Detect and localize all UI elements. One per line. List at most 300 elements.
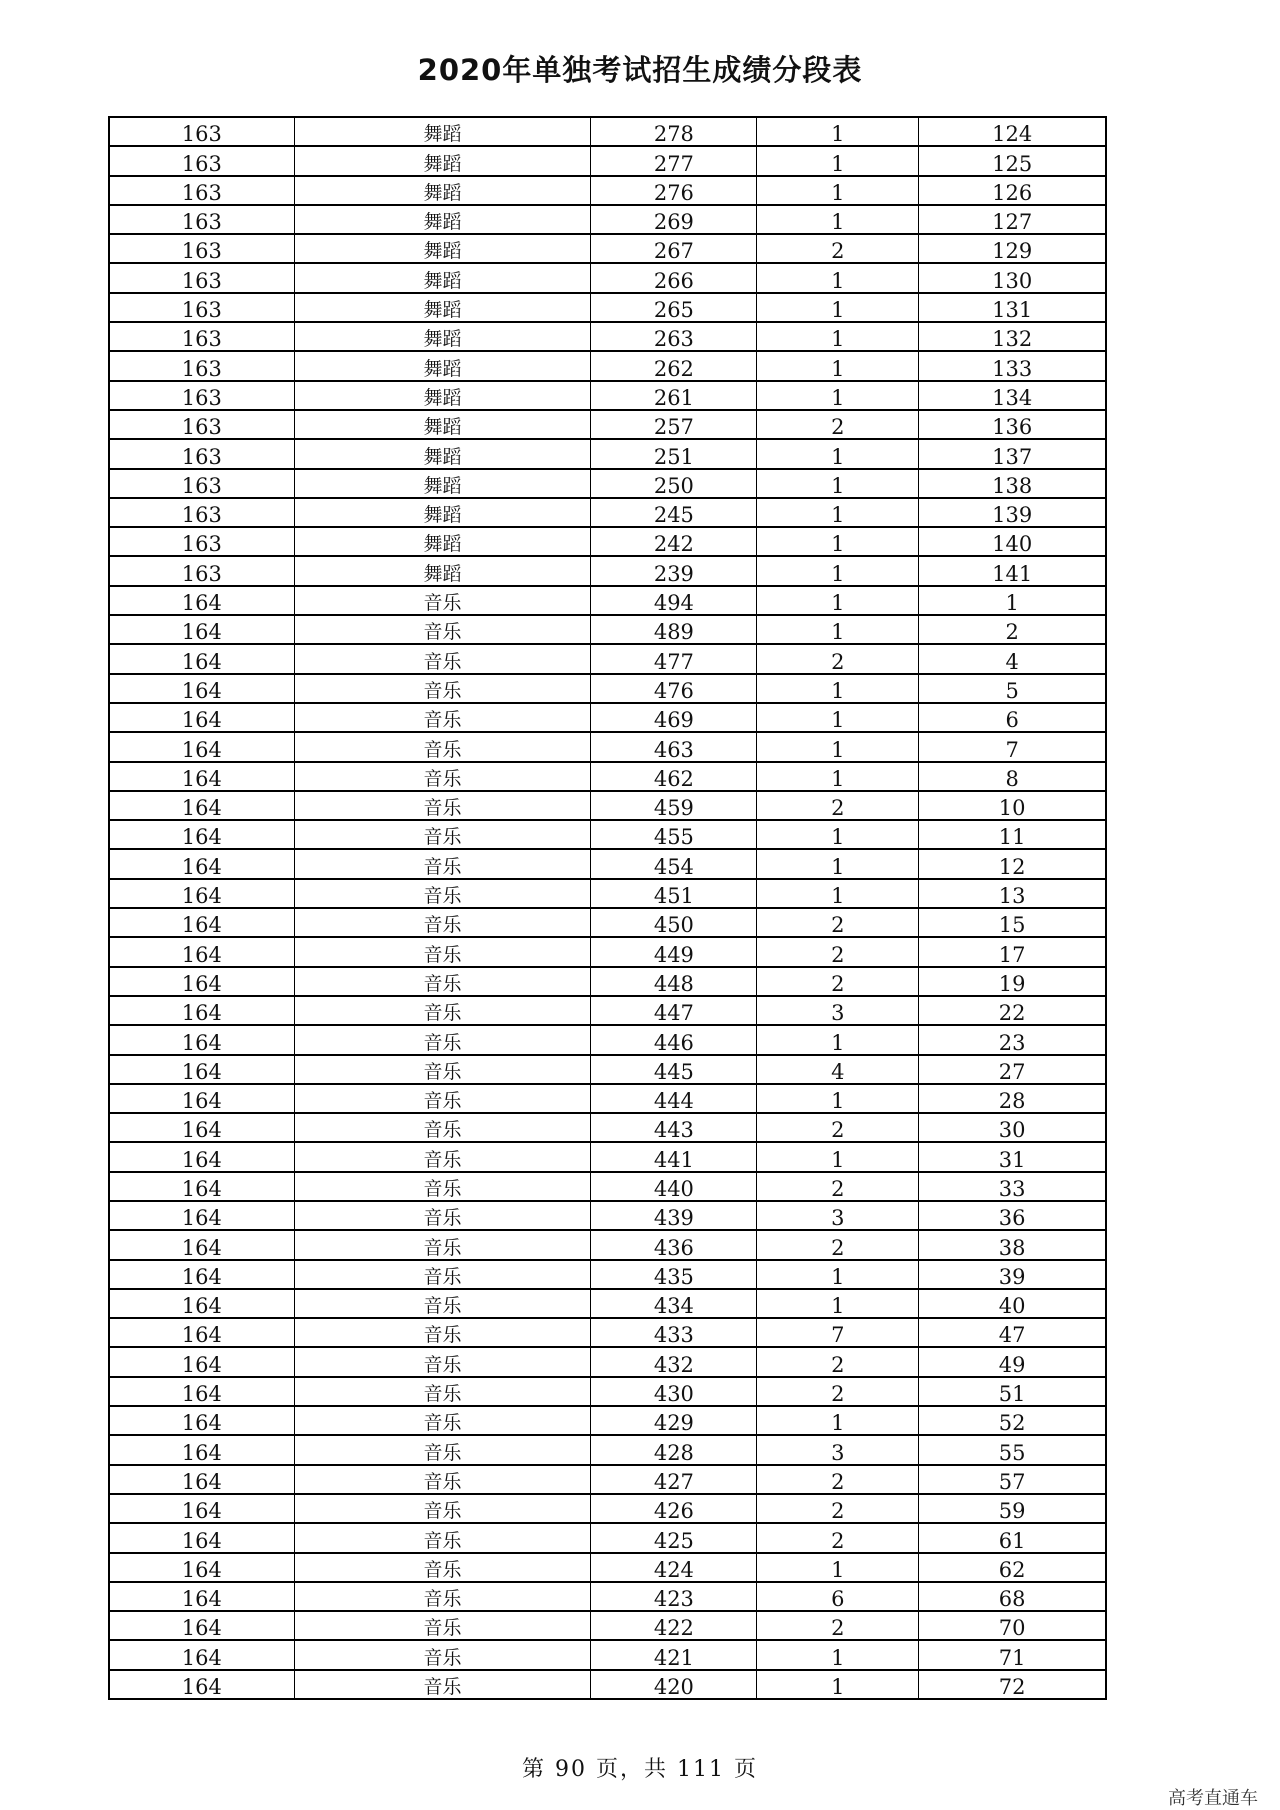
score-cell: 429 bbox=[591, 1406, 757, 1435]
score-cell: 257 bbox=[591, 410, 757, 439]
cumulative-cell: 31 bbox=[919, 1142, 1106, 1171]
category-cell: 音乐 bbox=[294, 1640, 591, 1669]
count-cell: 1 bbox=[757, 1260, 919, 1289]
count-cell: 1 bbox=[757, 879, 919, 908]
code-cell: 164 bbox=[109, 791, 294, 820]
code-cell: 163 bbox=[109, 381, 294, 410]
count-cell: 1 bbox=[757, 1670, 919, 1699]
cumulative-cell: 28 bbox=[919, 1084, 1106, 1113]
count-cell: 1 bbox=[757, 849, 919, 878]
category-cell: 音乐 bbox=[294, 615, 591, 644]
count-cell: 1 bbox=[757, 1553, 919, 1582]
table-row bbox=[109, 1582, 1106, 1611]
table-row bbox=[109, 439, 1106, 468]
count-cell: 2 bbox=[757, 1611, 919, 1640]
table-row bbox=[109, 1640, 1106, 1669]
cumulative-cell: 12 bbox=[919, 849, 1106, 878]
cumulative-cell: 125 bbox=[919, 146, 1106, 175]
cumulative-cell: 124 bbox=[919, 117, 1106, 146]
cumulative-cell: 30 bbox=[919, 1113, 1106, 1142]
category-cell: 音乐 bbox=[294, 1611, 591, 1640]
table-row bbox=[109, 117, 1106, 146]
category-cell: 音乐 bbox=[294, 674, 591, 703]
cumulative-cell: 137 bbox=[919, 439, 1106, 468]
cumulative-cell: 132 bbox=[919, 322, 1106, 351]
category-cell: 音乐 bbox=[294, 1494, 591, 1523]
category-cell: 音乐 bbox=[294, 1142, 591, 1171]
table-row bbox=[109, 732, 1106, 761]
count-cell: 2 bbox=[757, 791, 919, 820]
category-cell: 音乐 bbox=[294, 1055, 591, 1084]
table-row bbox=[109, 1435, 1106, 1464]
count-cell: 2 bbox=[757, 1465, 919, 1494]
code-cell: 164 bbox=[109, 703, 294, 732]
cumulative-cell: 33 bbox=[919, 1172, 1106, 1201]
code-cell: 164 bbox=[109, 732, 294, 761]
table-row bbox=[109, 703, 1106, 732]
score-cell: 494 bbox=[591, 586, 757, 615]
code-cell: 164 bbox=[109, 1494, 294, 1523]
code-cell: 163 bbox=[109, 234, 294, 263]
table-row bbox=[109, 1142, 1106, 1171]
cumulative-cell: 5 bbox=[919, 674, 1106, 703]
category-cell: 舞蹈 bbox=[294, 439, 591, 468]
code-cell: 164 bbox=[109, 1582, 294, 1611]
code-cell: 164 bbox=[109, 1523, 294, 1552]
count-cell: 1 bbox=[757, 351, 919, 380]
cumulative-cell: 4 bbox=[919, 644, 1106, 673]
cumulative-cell: 52 bbox=[919, 1406, 1106, 1435]
category-cell: 音乐 bbox=[294, 1113, 591, 1142]
category-cell: 音乐 bbox=[294, 1406, 591, 1435]
count-cell: 1 bbox=[757, 469, 919, 498]
score-cell: 424 bbox=[591, 1553, 757, 1582]
score-cell: 426 bbox=[591, 1494, 757, 1523]
table-row bbox=[109, 1230, 1106, 1259]
count-cell: 1 bbox=[757, 1640, 919, 1669]
count-cell: 1 bbox=[757, 117, 919, 146]
score-cell: 265 bbox=[591, 293, 757, 322]
category-cell: 舞蹈 bbox=[294, 205, 591, 234]
table-row bbox=[109, 1289, 1106, 1318]
table-row bbox=[109, 410, 1106, 439]
table-row bbox=[109, 762, 1106, 791]
code-cell: 164 bbox=[109, 674, 294, 703]
code-cell: 163 bbox=[109, 410, 294, 439]
table-row bbox=[109, 674, 1106, 703]
score-cell: 277 bbox=[591, 146, 757, 175]
score-cell: 433 bbox=[591, 1318, 757, 1347]
cumulative-cell: 136 bbox=[919, 410, 1106, 439]
count-cell: 1 bbox=[757, 527, 919, 556]
table-row bbox=[109, 176, 1106, 205]
count-cell: 1 bbox=[757, 556, 919, 585]
score-cell: 446 bbox=[591, 1025, 757, 1054]
table-row bbox=[109, 1494, 1106, 1523]
table-row bbox=[109, 967, 1106, 996]
score-cell: 444 bbox=[591, 1084, 757, 1113]
cumulative-cell: 23 bbox=[919, 1025, 1106, 1054]
table-row bbox=[109, 1260, 1106, 1289]
code-cell: 163 bbox=[109, 351, 294, 380]
code-cell: 163 bbox=[109, 117, 294, 146]
score-cell: 276 bbox=[591, 176, 757, 205]
table-row bbox=[109, 498, 1106, 527]
count-cell: 2 bbox=[757, 1113, 919, 1142]
score-cell: 267 bbox=[591, 234, 757, 263]
cumulative-cell: 131 bbox=[919, 293, 1106, 322]
cumulative-cell: 138 bbox=[919, 469, 1106, 498]
table-row bbox=[109, 146, 1106, 175]
count-cell: 6 bbox=[757, 1582, 919, 1611]
score-cell: 266 bbox=[591, 263, 757, 292]
page-footer: 第 90 页，共 111 页 bbox=[522, 1757, 758, 1782]
category-cell: 音乐 bbox=[294, 1582, 591, 1611]
score-cell: 436 bbox=[591, 1230, 757, 1259]
score-cell: 263 bbox=[591, 322, 757, 351]
count-cell: 1 bbox=[757, 1142, 919, 1171]
cumulative-cell: 47 bbox=[919, 1318, 1106, 1347]
table-row bbox=[109, 1055, 1106, 1084]
cumulative-cell: 22 bbox=[919, 996, 1106, 1025]
cumulative-cell: 13 bbox=[919, 879, 1106, 908]
cumulative-cell: 36 bbox=[919, 1201, 1106, 1230]
code-cell: 163 bbox=[109, 205, 294, 234]
table-row bbox=[109, 791, 1106, 820]
count-cell: 2 bbox=[757, 1523, 919, 1552]
score-table bbox=[108, 116, 1107, 1700]
code-cell: 164 bbox=[109, 1670, 294, 1699]
category-cell: 舞蹈 bbox=[294, 498, 591, 527]
code-cell: 164 bbox=[109, 1025, 294, 1054]
table-row bbox=[109, 1113, 1106, 1142]
score-cell: 432 bbox=[591, 1347, 757, 1376]
code-cell: 163 bbox=[109, 439, 294, 468]
score-cell: 469 bbox=[591, 703, 757, 732]
score-cell: 455 bbox=[591, 820, 757, 849]
category-cell: 音乐 bbox=[294, 1347, 591, 1376]
category-cell: 舞蹈 bbox=[294, 176, 591, 205]
score-cell: 420 bbox=[591, 1670, 757, 1699]
count-cell: 1 bbox=[757, 586, 919, 615]
code-cell: 164 bbox=[109, 996, 294, 1025]
table-row bbox=[109, 1318, 1106, 1347]
table-row bbox=[109, 1465, 1106, 1494]
category-cell: 音乐 bbox=[294, 791, 591, 820]
code-cell: 164 bbox=[109, 1435, 294, 1464]
category-cell: 音乐 bbox=[294, 1084, 591, 1113]
count-cell: 3 bbox=[757, 1201, 919, 1230]
score-cell: 428 bbox=[591, 1435, 757, 1464]
count-cell: 2 bbox=[757, 1494, 919, 1523]
score-cell: 476 bbox=[591, 674, 757, 703]
count-cell: 2 bbox=[757, 908, 919, 937]
code-cell: 164 bbox=[109, 762, 294, 791]
table-row bbox=[109, 1172, 1106, 1201]
category-cell: 音乐 bbox=[294, 1289, 591, 1318]
score-cell: 462 bbox=[591, 762, 757, 791]
cumulative-cell: 40 bbox=[919, 1289, 1106, 1318]
cumulative-cell: 72 bbox=[919, 1670, 1106, 1699]
count-cell: 1 bbox=[757, 176, 919, 205]
table-row bbox=[109, 644, 1106, 673]
cumulative-cell: 19 bbox=[919, 967, 1106, 996]
table-row bbox=[109, 469, 1106, 498]
code-cell: 164 bbox=[109, 1553, 294, 1582]
cumulative-cell: 10 bbox=[919, 791, 1106, 820]
table-row bbox=[109, 351, 1106, 380]
code-cell: 164 bbox=[109, 937, 294, 966]
score-cell: 450 bbox=[591, 908, 757, 937]
count-cell: 1 bbox=[757, 293, 919, 322]
code-cell: 164 bbox=[109, 967, 294, 996]
score-cell: 242 bbox=[591, 527, 757, 556]
cumulative-cell: 62 bbox=[919, 1553, 1106, 1582]
table-row bbox=[109, 1201, 1106, 1230]
code-cell: 163 bbox=[109, 263, 294, 292]
table-row bbox=[109, 615, 1106, 644]
score-cell: 445 bbox=[591, 1055, 757, 1084]
score-cell: 454 bbox=[591, 849, 757, 878]
score-cell: 269 bbox=[591, 205, 757, 234]
score-cell: 441 bbox=[591, 1142, 757, 1171]
cumulative-cell: 133 bbox=[919, 351, 1106, 380]
cumulative-cell: 141 bbox=[919, 556, 1106, 585]
category-cell: 舞蹈 bbox=[294, 234, 591, 263]
table-row bbox=[109, 556, 1106, 585]
score-cell: 245 bbox=[591, 498, 757, 527]
cumulative-cell: 49 bbox=[919, 1347, 1106, 1376]
category-cell: 音乐 bbox=[294, 732, 591, 761]
code-cell: 164 bbox=[109, 1377, 294, 1406]
code-cell: 164 bbox=[109, 1142, 294, 1171]
count-cell: 1 bbox=[757, 1406, 919, 1435]
category-cell: 舞蹈 bbox=[294, 410, 591, 439]
score-cell: 430 bbox=[591, 1377, 757, 1406]
score-cell: 463 bbox=[591, 732, 757, 761]
score-cell: 443 bbox=[591, 1113, 757, 1142]
table-row bbox=[109, 879, 1106, 908]
category-cell: 音乐 bbox=[294, 967, 591, 996]
count-cell: 1 bbox=[757, 762, 919, 791]
cumulative-cell: 126 bbox=[919, 176, 1106, 205]
score-cell: 425 bbox=[591, 1523, 757, 1552]
score-cell: 251 bbox=[591, 439, 757, 468]
code-cell: 163 bbox=[109, 322, 294, 351]
code-cell: 163 bbox=[109, 146, 294, 175]
category-cell: 音乐 bbox=[294, 1465, 591, 1494]
score-cell: 440 bbox=[591, 1172, 757, 1201]
cumulative-cell: 51 bbox=[919, 1377, 1106, 1406]
code-cell: 164 bbox=[109, 820, 294, 849]
category-cell: 音乐 bbox=[294, 996, 591, 1025]
cumulative-cell: 127 bbox=[919, 205, 1106, 234]
category-cell: 音乐 bbox=[294, 908, 591, 937]
code-cell: 164 bbox=[109, 1113, 294, 1142]
count-cell: 1 bbox=[757, 674, 919, 703]
category-cell: 音乐 bbox=[294, 1670, 591, 1699]
table-row bbox=[109, 1406, 1106, 1435]
category-cell: 音乐 bbox=[294, 1172, 591, 1201]
score-cell: 261 bbox=[591, 381, 757, 410]
count-cell: 1 bbox=[757, 1084, 919, 1113]
score-cell: 434 bbox=[591, 1289, 757, 1318]
cumulative-cell: 6 bbox=[919, 703, 1106, 732]
count-cell: 2 bbox=[757, 1377, 919, 1406]
score-cell: 422 bbox=[591, 1611, 757, 1640]
category-cell: 音乐 bbox=[294, 879, 591, 908]
table-row bbox=[109, 1553, 1106, 1582]
table-row bbox=[109, 908, 1106, 937]
count-cell: 2 bbox=[757, 967, 919, 996]
table-row bbox=[109, 381, 1106, 410]
cumulative-cell: 17 bbox=[919, 937, 1106, 966]
table-row bbox=[109, 205, 1106, 234]
score-cell: 278 bbox=[591, 117, 757, 146]
category-cell: 舞蹈 bbox=[294, 293, 591, 322]
cumulative-cell: 134 bbox=[919, 381, 1106, 410]
count-cell: 1 bbox=[757, 1025, 919, 1054]
cumulative-cell: 11 bbox=[919, 820, 1106, 849]
score-cell: 250 bbox=[591, 469, 757, 498]
count-cell: 1 bbox=[757, 146, 919, 175]
category-cell: 舞蹈 bbox=[294, 527, 591, 556]
cumulative-cell: 7 bbox=[919, 732, 1106, 761]
count-cell: 1 bbox=[757, 498, 919, 527]
category-cell: 音乐 bbox=[294, 820, 591, 849]
code-cell: 164 bbox=[109, 1055, 294, 1084]
cumulative-cell: 2 bbox=[919, 615, 1106, 644]
count-cell: 7 bbox=[757, 1318, 919, 1347]
table-row bbox=[109, 1611, 1106, 1640]
code-cell: 164 bbox=[109, 1201, 294, 1230]
code-cell: 164 bbox=[109, 1318, 294, 1347]
category-cell: 音乐 bbox=[294, 1435, 591, 1464]
category-cell: 音乐 bbox=[294, 1553, 591, 1582]
category-cell: 舞蹈 bbox=[294, 381, 591, 410]
code-cell: 164 bbox=[109, 586, 294, 615]
table-row bbox=[109, 1670, 1106, 1699]
code-cell: 164 bbox=[109, 615, 294, 644]
cumulative-cell: 15 bbox=[919, 908, 1106, 937]
table-row bbox=[109, 820, 1106, 849]
count-cell: 2 bbox=[757, 1347, 919, 1376]
code-cell: 164 bbox=[109, 1084, 294, 1113]
count-cell: 1 bbox=[757, 381, 919, 410]
category-cell: 舞蹈 bbox=[294, 469, 591, 498]
page-title: 2020年单独考试招生成绩分段表 bbox=[417, 53, 863, 87]
score-cell: 439 bbox=[591, 1201, 757, 1230]
code-cell: 164 bbox=[109, 1289, 294, 1318]
count-cell: 1 bbox=[757, 703, 919, 732]
code-cell: 163 bbox=[109, 556, 294, 585]
category-cell: 音乐 bbox=[294, 1523, 591, 1552]
code-cell: 164 bbox=[109, 644, 294, 673]
code-cell: 164 bbox=[109, 1260, 294, 1289]
cumulative-cell: 59 bbox=[919, 1494, 1106, 1523]
code-cell: 164 bbox=[109, 879, 294, 908]
table-row bbox=[109, 1523, 1106, 1552]
count-cell: 1 bbox=[757, 820, 919, 849]
code-cell: 163 bbox=[109, 527, 294, 556]
category-cell: 音乐 bbox=[294, 762, 591, 791]
code-cell: 163 bbox=[109, 469, 294, 498]
count-cell: 2 bbox=[757, 234, 919, 263]
cumulative-cell: 68 bbox=[919, 1582, 1106, 1611]
table-row bbox=[109, 1377, 1106, 1406]
code-cell: 164 bbox=[109, 849, 294, 878]
code-cell: 164 bbox=[109, 908, 294, 937]
score-cell: 239 bbox=[591, 556, 757, 585]
category-cell: 音乐 bbox=[294, 586, 591, 615]
cumulative-cell: 39 bbox=[919, 1260, 1106, 1289]
count-cell: 1 bbox=[757, 205, 919, 234]
score-cell: 459 bbox=[591, 791, 757, 820]
table-row bbox=[109, 996, 1106, 1025]
category-cell: 舞蹈 bbox=[294, 117, 591, 146]
code-cell: 164 bbox=[109, 1640, 294, 1669]
cumulative-cell: 139 bbox=[919, 498, 1106, 527]
category-cell: 舞蹈 bbox=[294, 263, 591, 292]
category-cell: 舞蹈 bbox=[294, 351, 591, 380]
code-cell: 164 bbox=[109, 1230, 294, 1259]
score-cell: 447 bbox=[591, 996, 757, 1025]
cumulative-cell: 130 bbox=[919, 263, 1106, 292]
category-cell: 音乐 bbox=[294, 1377, 591, 1406]
count-cell: 2 bbox=[757, 410, 919, 439]
table-row bbox=[109, 849, 1106, 878]
table-row bbox=[109, 234, 1106, 263]
score-cell: 448 bbox=[591, 967, 757, 996]
table-row bbox=[109, 1084, 1106, 1113]
code-cell: 164 bbox=[109, 1611, 294, 1640]
count-cell: 2 bbox=[757, 1172, 919, 1201]
category-cell: 音乐 bbox=[294, 1230, 591, 1259]
cumulative-cell: 61 bbox=[919, 1523, 1106, 1552]
score-cell: 421 bbox=[591, 1640, 757, 1669]
cumulative-cell: 57 bbox=[919, 1465, 1106, 1494]
cumulative-cell: 70 bbox=[919, 1611, 1106, 1640]
category-cell: 音乐 bbox=[294, 1260, 591, 1289]
table-row bbox=[109, 322, 1106, 351]
code-cell: 164 bbox=[109, 1465, 294, 1494]
category-cell: 舞蹈 bbox=[294, 556, 591, 585]
table-row bbox=[109, 293, 1106, 322]
code-cell: 163 bbox=[109, 498, 294, 527]
cumulative-cell: 27 bbox=[919, 1055, 1106, 1084]
category-cell: 音乐 bbox=[294, 849, 591, 878]
cumulative-cell: 8 bbox=[919, 762, 1106, 791]
cumulative-cell: 140 bbox=[919, 527, 1106, 556]
score-cell: 423 bbox=[591, 1582, 757, 1611]
count-cell: 1 bbox=[757, 322, 919, 351]
cumulative-cell: 55 bbox=[919, 1435, 1106, 1464]
table-row bbox=[109, 1347, 1106, 1376]
score-cell: 451 bbox=[591, 879, 757, 908]
score-cell: 489 bbox=[591, 615, 757, 644]
category-cell: 音乐 bbox=[294, 1025, 591, 1054]
category-cell: 舞蹈 bbox=[294, 322, 591, 351]
score-cell: 435 bbox=[591, 1260, 757, 1289]
table-row bbox=[109, 527, 1106, 556]
score-cell: 477 bbox=[591, 644, 757, 673]
code-cell: 163 bbox=[109, 176, 294, 205]
code-cell: 164 bbox=[109, 1172, 294, 1201]
table-row bbox=[109, 937, 1106, 966]
category-cell: 音乐 bbox=[294, 1201, 591, 1230]
count-cell: 1 bbox=[757, 1289, 919, 1318]
score-cell: 262 bbox=[591, 351, 757, 380]
